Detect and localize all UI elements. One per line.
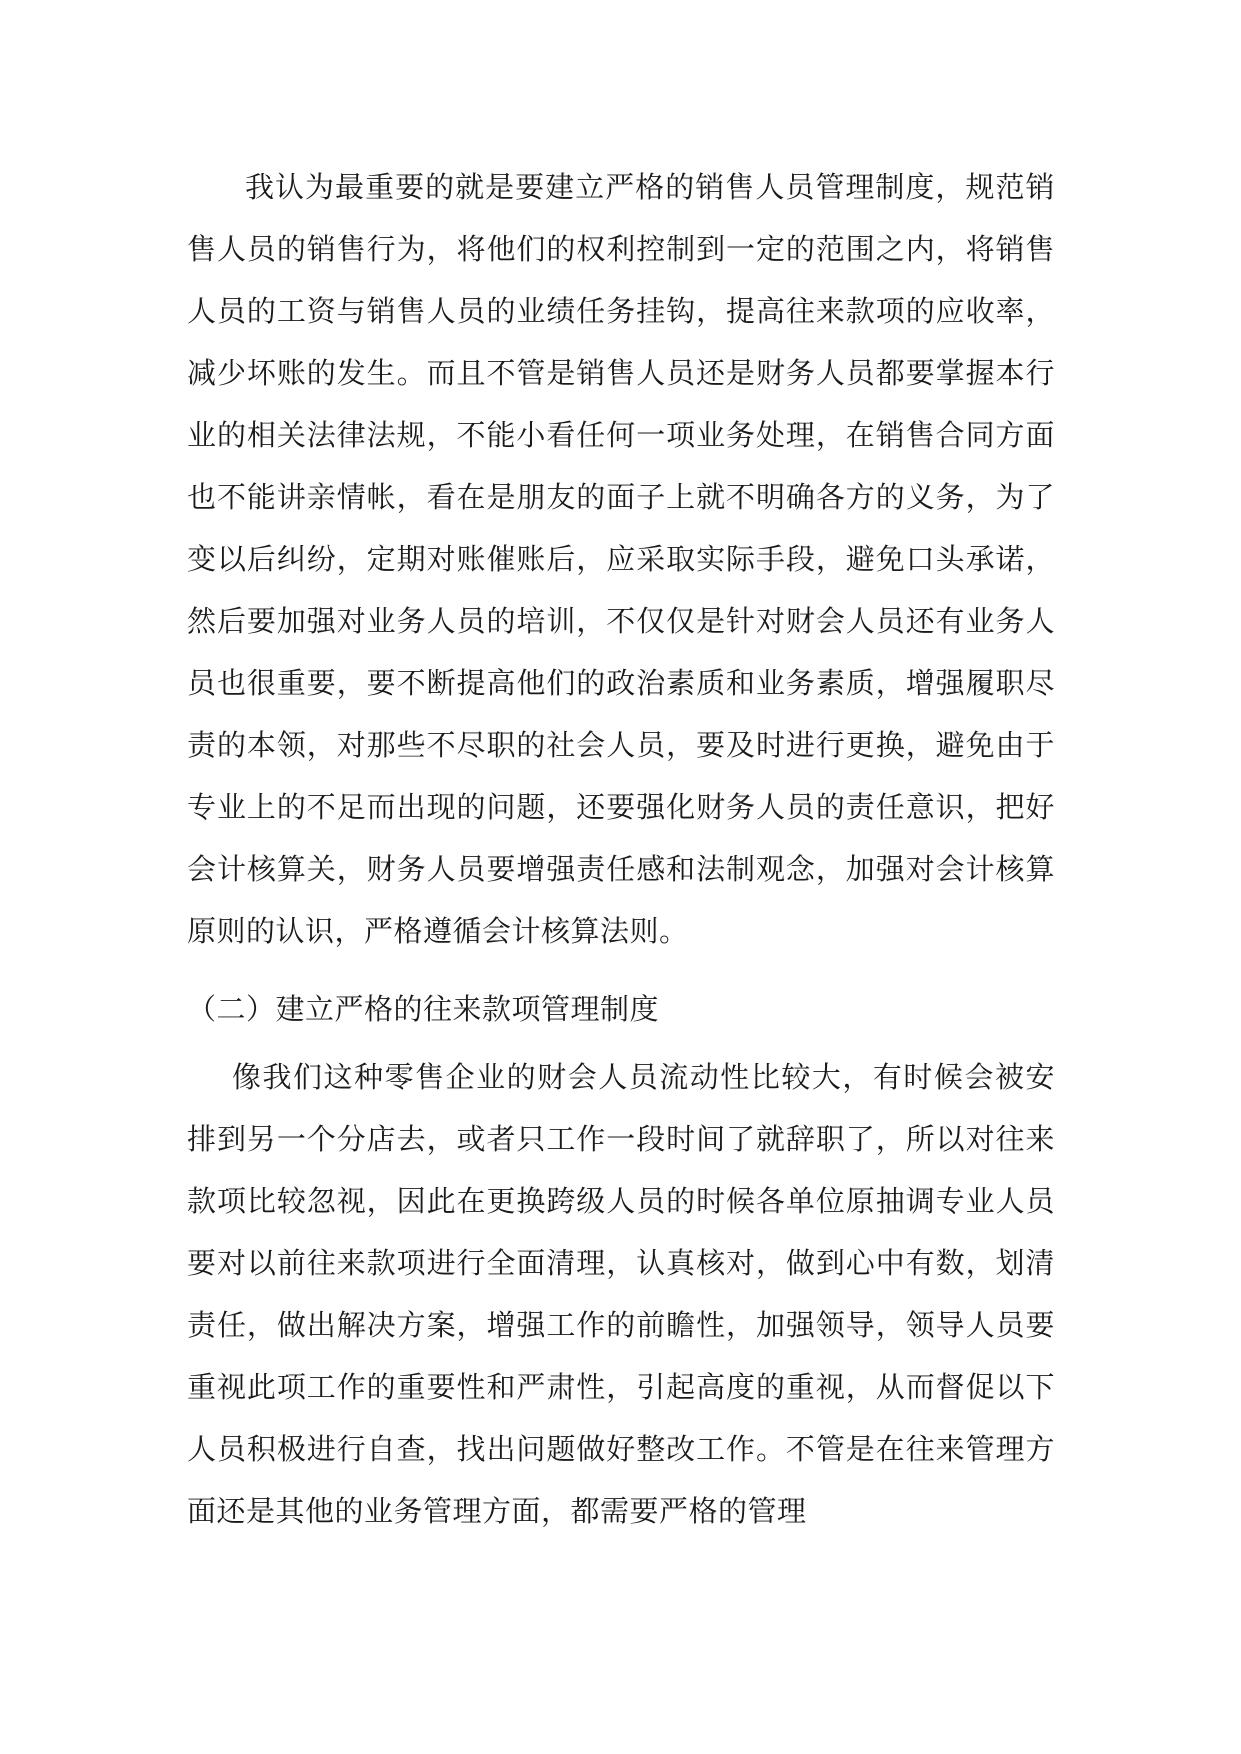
section-heading: （二）建立严格的往来款项管理制度 (187, 992, 660, 1026)
body-paragraph-1: 我认为最重要的就是要建立严格的销售人员管理制度，规范销售人员的销售行为，将他们的权利控制到一定的范围之内，将销售人员的工资与销售人员的业绩任务挂钩，提高往来款项的应收率，减少坏账的发生。而且不管是销售人员还是财务人员都要掌握本行业的相关法律法规，不能小看任何一项业务处理，在销售合同方面也不能讲亲情帐，看在是朋友的面子上就不明确各方的义务，为了变以后纠纷，定期对账催账后，应采取实际手段，避免口头承诺，然后要加强对业务人员的培训，不仅仅是针对财会人员还有业务人员也很重要，要不断提高他们的政治素质和业务素质，增强履职尽责的本领，对那些不尽职的社会人员，要及时进行更换，避免由于专业上的不足而出现的问题，还要强化财务人员的责任意识，把好会计核算关，财务人员要增强责任感和法制观念，加强对会计核算原则的认识，严格遵循会计核算法则。 (187, 170, 1055, 948)
body-paragraph-2: 像我们这种零售企业的财会人员流动性比较大，有时候会被安排到另一个分店去，或者只工作一段时间了就辞职了，所以对往来款项比较忽视，因此在更换跨级人员的时候各单位原抽调专业人员要对以前往来款项进行全面清理，认真核对，做到心中有数，划清责任，做出解决方案，增强工作的前瞻性，加强领导，领导人员要重视此项工作的重要性和严肃性，引起高度的重视，从而督促以下人员积极进行自查，找出问题做好整改工作。不管是在往来管理方面还是其他的业务管理方面，都需要严格的管理 (187, 1060, 1055, 1528)
